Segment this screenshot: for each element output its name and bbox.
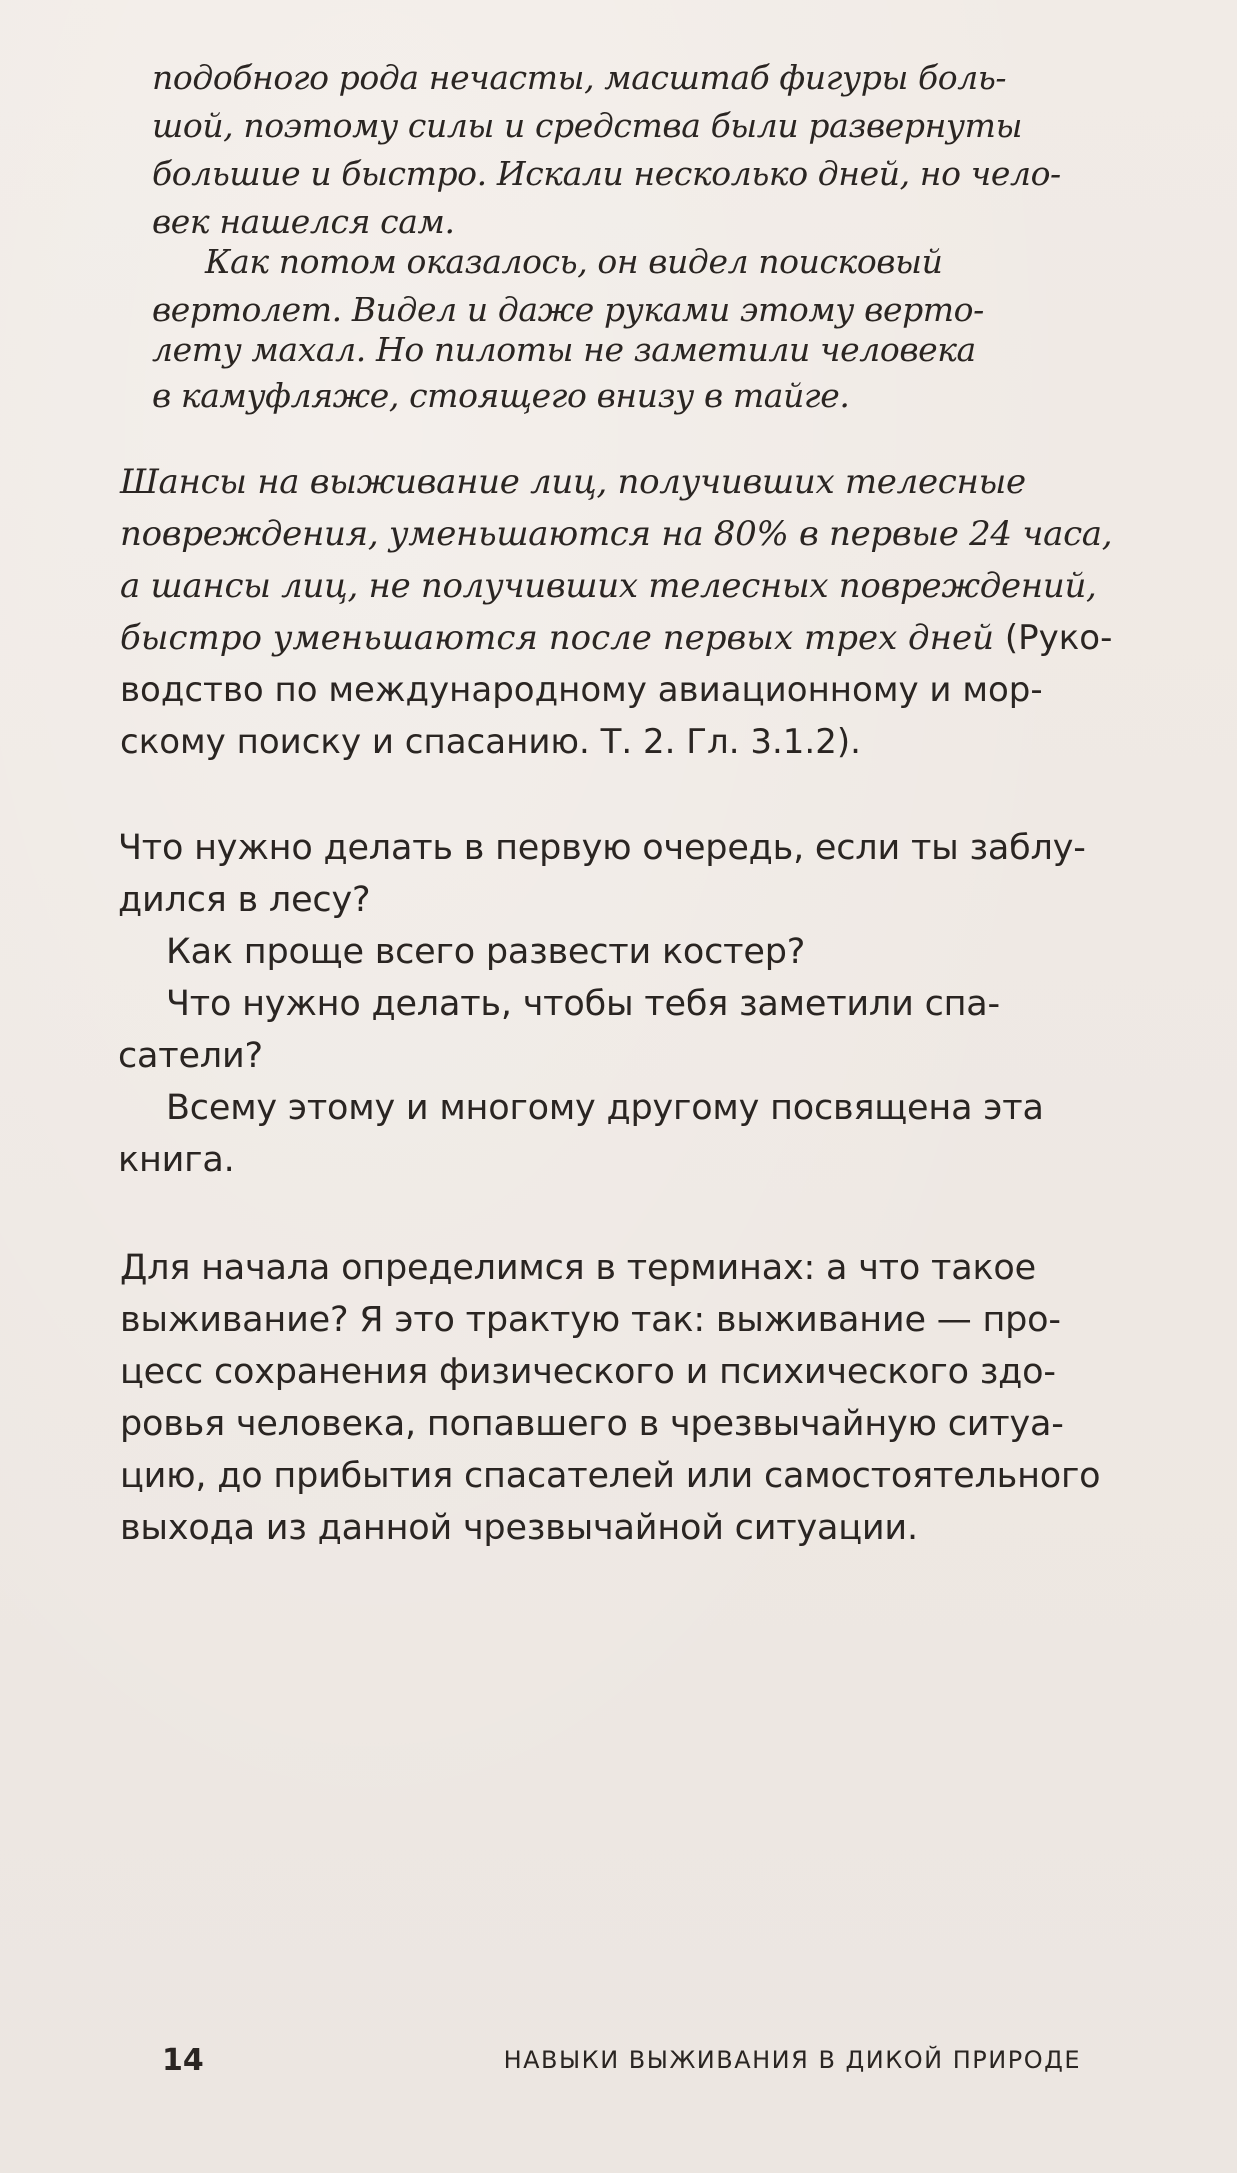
body-line: Всему этому и многому другому посвящена эта <box>166 1088 1044 1128</box>
epigraph-source-fragment: (Руко- <box>994 618 1113 658</box>
running-title: НАВЫКИ ВЫЖИВАНИЯ В ДИКОЙ ПРИРОДЕ <box>503 2046 1081 2074</box>
body-line: цесс сохранения физического и психического здо- <box>120 1352 1056 1392</box>
quote-line: Как потом оказалось, он видел поисковый <box>205 242 943 281</box>
body-line: дился в лесу? <box>118 880 371 920</box>
body-line: Что нужно делать, чтобы тебя заметили спа- <box>166 984 1000 1024</box>
body-line: цию, до прибытия спасателей или самостоятельного <box>120 1456 1101 1496</box>
page-number: 14 <box>162 2043 204 2078</box>
body-line: ровья человека, попавшего в чрезвычайную ситуа- <box>120 1404 1064 1444</box>
body-line: выхода из данной чрезвычайной ситуации. <box>120 1508 918 1548</box>
quote-line: вертолет. Видел и даже руками этому верто- <box>152 290 984 329</box>
quote-line: шой, поэтому силы и средства были развернуты <box>152 106 1023 145</box>
body-line: Для начала определимся в терминах: а что такое <box>120 1248 1036 1288</box>
epigraph-line <box>120 618 1112 658</box>
epigraph-italic-fragment: быстро уменьшаются после первых трех дней <box>120 618 995 658</box>
body-line: выживание? Я это трактую так: выживание — про- <box>120 1300 1061 1340</box>
quote-line: лету махал. Но пилоты не заметили человека <box>152 330 976 369</box>
epigraph-line: скому поиску и спасанию. Т. 2. Гл. 3.1.2). <box>120 722 861 762</box>
epigraph-line: а шансы лиц, не получивших телесных повреждений, <box>120 566 1097 606</box>
epigraph-line: повреждения, уменьшаются на 80% в первые 24 часа, <box>120 514 1113 554</box>
quote-line: в камуфляже, стоящего внизу в тайге. <box>152 376 850 415</box>
epigraph-line: Шансы на выживание лиц, получивших телесные <box>120 462 1026 502</box>
quote-line: большие и быстро. Искали несколько дней, но чело- <box>152 154 1061 193</box>
epigraph-line: водство по международному авиационному и мор- <box>120 670 1043 710</box>
body-line: книга. <box>118 1140 235 1180</box>
quote-line: век нашелся сам. <box>152 202 455 241</box>
quote-line: подобного рода нечасты, масштаб фигуры боль- <box>152 58 1007 97</box>
body-line: Что нужно делать в первую очередь, если ты заблу- <box>118 828 1086 868</box>
body-line: сатели? <box>118 1036 263 1076</box>
body-line: Как проще всего развести костер? <box>166 932 806 972</box>
